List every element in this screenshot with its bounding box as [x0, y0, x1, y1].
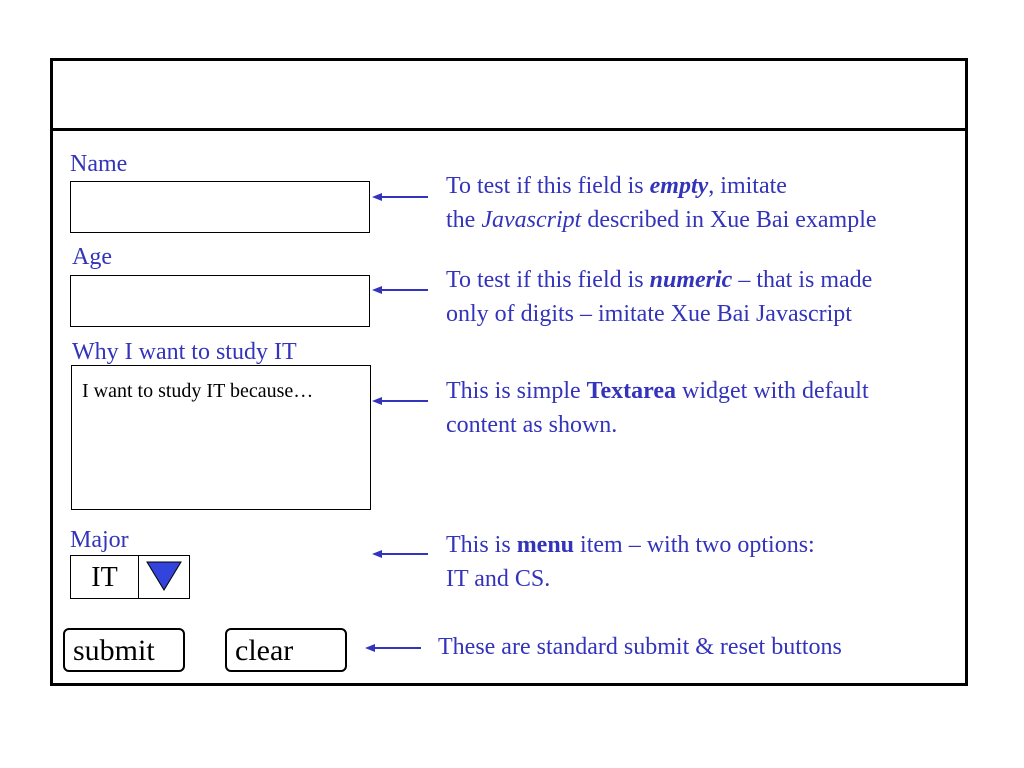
submit-button[interactable]: submit	[63, 628, 185, 672]
major-selected-value: IT	[71, 556, 139, 598]
name-note-line-2: the Javascript described in Xue Bai example	[446, 207, 877, 233]
why-textarea-value: I want to study IT because…	[82, 380, 314, 402]
name-field[interactable]	[70, 181, 370, 233]
why-note-line-1: This is simple Textarea widget with default	[446, 378, 869, 404]
chevron-down-icon[interactable]	[145, 560, 183, 592]
buttons-note	[438, 630, 842, 664]
why-note-line-2: content as shown.	[446, 412, 618, 438]
major-label: Major	[70, 527, 129, 553]
clear-button[interactable]: clear	[225, 628, 347, 672]
major-select[interactable]	[70, 555, 190, 599]
buttons-note-line-1: These are standard submit & reset buttons	[438, 634, 842, 660]
name-label: Name	[70, 151, 128, 177]
major-note	[446, 528, 815, 596]
name-note-line-1: To test if this field is empty, imitate	[446, 173, 787, 199]
header-bar	[53, 61, 965, 131]
age-field[interactable]	[70, 275, 370, 327]
age-note	[446, 263, 872, 331]
arrow-left-icon	[372, 190, 430, 204]
age-label: Age	[72, 244, 112, 270]
age-note-line-1: To test if this field is numeric – that is made	[446, 267, 873, 293]
arrow-left-icon	[372, 394, 430, 408]
name-note	[446, 169, 877, 237]
arrow-left-icon	[372, 547, 430, 561]
age-note-line-2: only of digits – imitate Xue Bai Javascript	[446, 301, 852, 327]
major-note-line-1: This is menu item – with two options:	[446, 532, 815, 558]
why-label: Why I want to study IT	[72, 339, 297, 365]
major-note-line-2: IT and CS.	[446, 566, 551, 592]
arrow-left-icon	[372, 283, 430, 297]
arrow-left-icon	[365, 641, 423, 655]
why-note	[446, 374, 869, 442]
why-textarea[interactable]	[71, 365, 371, 510]
